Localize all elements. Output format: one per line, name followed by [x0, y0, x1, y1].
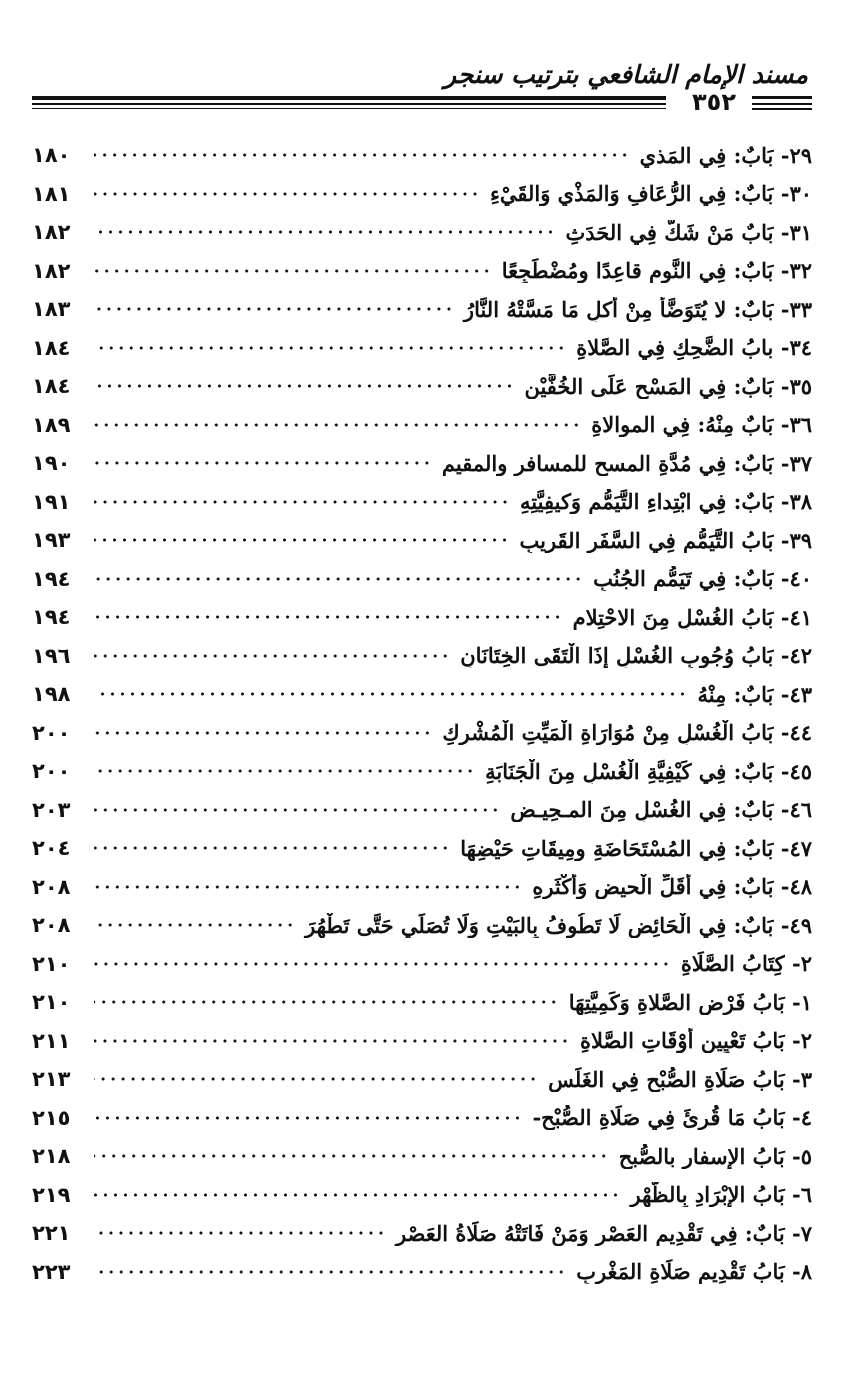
dot-leader — [94, 536, 510, 544]
toc-entry-title: ٤٢- بَابُ وُجُوبِ الغُسْلِ إِذَا الْتَقَى الخِتَانَانِ — [460, 643, 812, 669]
header-rule-short — [752, 96, 812, 99]
dot-leader — [94, 1037, 570, 1045]
toc-entry-title: ٤١- بَابُ الغُسْلِ مِنَ الاحْتِلامِ — [572, 604, 812, 630]
toc-entry-page: ٢١٣ — [32, 1067, 71, 1092]
toc-entry-page: ٢١٠ — [32, 951, 71, 976]
toc-entry-page: ١٩٦ — [32, 643, 71, 668]
toc-entry-page: ١٨٤ — [32, 374, 71, 399]
toc-entry-page: ٢٠٨ — [32, 874, 71, 899]
dot-leader — [94, 613, 563, 621]
toc-entry-title: ٧- بَابٌ: فِي تَقْدِيمِ العَصْرِ وَمَنْ فَاتَتْهُ صَلَاةُ العَصْرِ — [395, 1220, 812, 1246]
header-rule — [32, 108, 666, 109]
dot-leader — [94, 498, 510, 506]
toc-entry-title: ٢- بَابُ تَعْيِينِ أَوْقَاتِ الصَّلاةِ — [579, 1028, 812, 1054]
toc-entry — [32, 1214, 812, 1253]
toc-entry — [32, 637, 812, 676]
toc-entry-title: ٣٩- بَابُ التَّيَمُّمِ فِي السَّفَرِ القَرِيبِ — [519, 527, 812, 553]
dot-leader — [94, 151, 630, 159]
toc-entry-page: ١٨٢ — [32, 220, 71, 245]
dot-leader — [94, 767, 475, 775]
dot-leader — [94, 344, 566, 352]
toc-entry-title: ٢- كِتَابُ الصَّلَاةِ — [680, 951, 812, 977]
toc-entry-page: ٢١٨ — [32, 1144, 71, 1169]
toc-entry — [32, 136, 812, 175]
toc-entry-title: ٤٥- بَابٌ: فِي كَيْفِيَّةِ الْغُسْلِ مِنَ الْجَنَابَةِ — [485, 758, 812, 784]
dot-leader — [94, 883, 522, 891]
dot-leader — [94, 1229, 386, 1237]
toc-entry — [32, 675, 812, 714]
running-title: مسند الإمام الشافعي بترتيب سنجر — [444, 60, 808, 89]
toc-entry-title: ٤٨- بَابٌ: فِي أَقَلِّ الْحيضِ وَأَكْثَرِهِ — [532, 874, 812, 900]
dot-leader — [94, 190, 480, 198]
toc-entry-page: ٢١٥ — [32, 1105, 71, 1130]
toc-entry-title: ٣٣- بَابٌ: لا يُتَوَضَّأ مِنْ أكلِ مَا مَسَّتْهُ النَّارُ — [463, 296, 812, 322]
toc-entry-page: ٢١١ — [32, 1028, 71, 1053]
dot-leader — [94, 228, 556, 236]
header-rule-short — [752, 103, 812, 105]
dot-leader — [94, 421, 581, 429]
toc-entry-page: ٢٠٣ — [32, 797, 71, 822]
dot-leader — [94, 998, 559, 1006]
toc-entry — [32, 175, 812, 214]
toc-entry-title: ٣- بَابُ صَلَاةِ الصُّبْحِ فِي الغَلَسِ — [548, 1066, 812, 1092]
toc-entry-page: ١٨٣ — [32, 297, 71, 322]
toc-entry-title: ٢٩- بَابٌ: فِي المَذي — [639, 142, 812, 168]
dot-leader — [94, 690, 687, 698]
dot-leader — [94, 806, 500, 814]
toc-entry-title: ٤٦- بَابٌ: فِي الغُسْلِ مِنَ المـحِيـضِ — [510, 797, 812, 823]
toc-entry-title: ٣٦- بَابٌ مِنْهُ: فِي الموالاةِ — [591, 412, 812, 438]
toc-entry — [32, 290, 812, 329]
toc-entry-title: ٣١- بَابٌ مَنْ شَكَّ فِي الحَدَثِ — [565, 219, 812, 245]
page-number: ٣٥٢ — [692, 88, 736, 116]
toc-entry — [32, 406, 812, 445]
toc-entry-title: ٣٨- بَابٌ: فِي ابْتِداءِ التَّيَمُّمِ وَكيفِيَّتِهِ — [520, 489, 812, 515]
toc-entry-title: ١- بَابُ فَرْضِ الصَّلاةِ وَكَمِيَّتِهَا — [568, 989, 812, 1015]
dot-leader — [94, 1114, 522, 1122]
toc-entry — [32, 1137, 812, 1176]
toc-entry — [32, 252, 812, 291]
toc-entry-title: ٦- بَابُ الإِبْرَادِ بِالظُّهْرِ — [630, 1182, 812, 1208]
toc-entry — [32, 868, 812, 907]
dot-leader — [94, 1191, 620, 1199]
header-rule-short — [752, 108, 812, 110]
toc-entry-page: ٢٢٣ — [32, 1259, 71, 1284]
dot-leader — [94, 1268, 566, 1276]
toc-entry — [32, 983, 812, 1022]
toc-section-heading — [32, 945, 812, 984]
dot-leader — [94, 960, 671, 968]
toc-entry-page: ١٩١ — [32, 489, 71, 514]
toc-entry — [32, 521, 812, 560]
toc-entry-page: ١٨٩ — [32, 412, 71, 437]
toc-entry-page: ٢٠٠ — [32, 759, 71, 784]
toc-entry — [32, 1099, 812, 1138]
toc-entry-title: ٤- بَابُ مَا قُرِئَ فِي صَلَاةِ الصُّبْحِ- — [532, 1105, 812, 1131]
toc-entry — [32, 714, 812, 753]
toc-entry — [32, 483, 812, 522]
toc-entry-title: ٣٢- بَابٌ: فِي النَّوم قاعِدًا ومُضْطَجِعًا — [501, 258, 812, 284]
header-rule — [32, 96, 666, 100]
toc-entry — [32, 1253, 812, 1292]
toc-entry — [32, 560, 812, 599]
toc-entry — [32, 367, 812, 406]
dot-leader — [94, 575, 583, 583]
toc-entry-page: ١٨٠ — [32, 143, 71, 168]
toc-entry-page: ١٩٤ — [32, 566, 71, 591]
dot-leader — [94, 382, 514, 390]
dot-leader — [94, 267, 492, 275]
dot-leader — [94, 652, 450, 660]
toc-entry-page: ٢٠٤ — [32, 836, 71, 861]
toc-entry-title: ٣٠- بَابٌ: فِي الرُّعَافِ وَالمَذْيِ وَالقَيْءِ — [489, 181, 812, 207]
toc-entry-page: ٢٢١ — [32, 1221, 71, 1246]
header-rule — [32, 103, 666, 105]
toc-entry — [32, 1060, 812, 1099]
dot-leader — [94, 1152, 609, 1160]
toc-entry — [32, 598, 812, 637]
toc-entry — [32, 829, 812, 868]
toc-entry-page: ١٨١ — [32, 181, 71, 206]
toc-entry-title: ٣٤- بابُ الضَّحِكِ فِي الصَّلاةِ — [576, 335, 812, 361]
dot-leader — [94, 459, 432, 467]
toc-entry-page: ١٨٢ — [32, 258, 71, 283]
toc-entry-title: ٤٠- بَابٌ: فِي تَيَمُّمِ الجُنُبِ — [593, 566, 812, 592]
toc-entry-title: ٤٩- بَابٌ: فِي الْحَائِضِ لَا تَطُوفُ بِالبَيْتِ وَلَا تُصَلِّي حَتَّى تَطْهُرَ — [305, 912, 812, 938]
toc-entry-page: ٢١٠ — [32, 990, 71, 1015]
toc-entry-title: ٣٧- بَابٌ: فِي مُدَّةِ المسحِ للمسافرِ والمقيمِ — [441, 450, 812, 476]
toc-entry — [32, 1022, 812, 1061]
dot-leader — [94, 921, 295, 929]
dot-leader — [94, 844, 450, 852]
toc-entry — [32, 906, 812, 945]
toc-entry-title: ٤٣- بَابٌ: مِنْهُ — [697, 681, 812, 707]
toc-entry — [32, 213, 812, 252]
toc-entry — [32, 752, 812, 791]
toc-entry-page: ١٩٠ — [32, 451, 71, 476]
toc-entry-title: ٣٥- بَابٌ: فِي المَسْحِ عَلَى الخُفَّيْنِ — [524, 373, 812, 399]
toc-entry-page: ١٨٤ — [32, 335, 71, 360]
toc-entry — [32, 444, 812, 483]
toc-entry-title: ٨- بَابُ تَقْدِيمِ صَلَاةِ المَغْرِبِ — [576, 1259, 812, 1285]
toc-entry-page: ٢٠٨ — [32, 913, 71, 938]
dot-leader — [94, 729, 432, 737]
table-of-contents — [32, 136, 812, 1291]
dot-leader — [94, 1075, 538, 1083]
toc-entry-page: ١٩٣ — [32, 528, 71, 553]
toc-entry-page: ١٩٤ — [32, 605, 71, 630]
toc-entry-title: ٥- بَابُ الإسفار بالصُّبحِ — [618, 1143, 812, 1169]
toc-entry-page: ١٩٨ — [32, 682, 71, 707]
toc-entry — [32, 1176, 812, 1215]
toc-entry-title: ٤٧- بَابٌ: فِي المُسْتَحَاضَةِ ومِيقَاتِ حَيْضِهَا — [460, 835, 812, 861]
toc-entry-title: ٤٤- بَابُ الْغُسْلِ مِنْ مُوَارَاةِ الْمَيِّتِ الْمُشْرِكِ — [442, 720, 812, 746]
dot-leader — [94, 305, 454, 313]
toc-entry-page: ٢٠٠ — [32, 720, 71, 745]
toc-entry — [32, 791, 812, 830]
toc-entry — [32, 329, 812, 368]
toc-entry-page: ٢١٩ — [32, 1182, 71, 1207]
